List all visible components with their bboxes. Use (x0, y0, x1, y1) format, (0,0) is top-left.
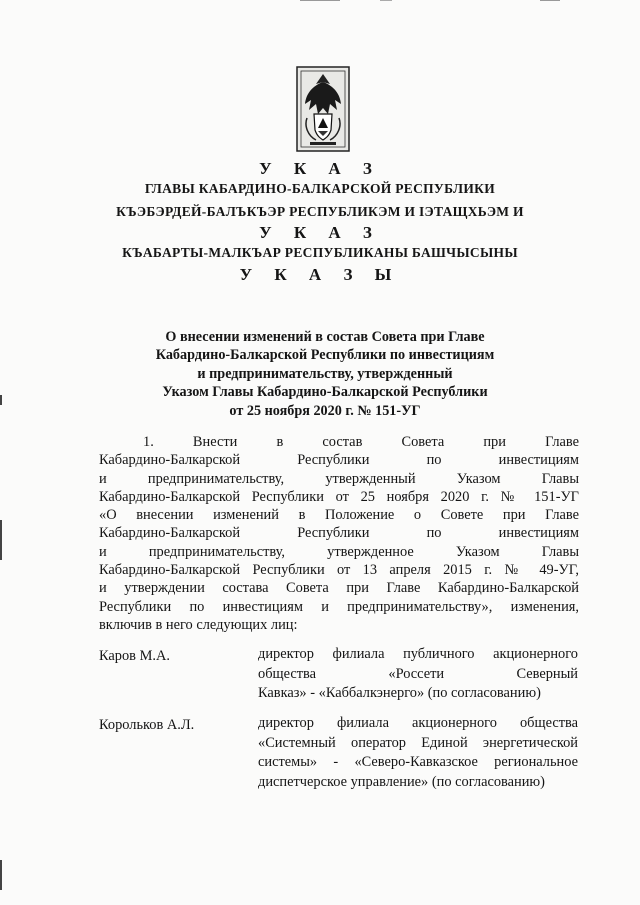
decree-heading-kbd: У К А З (259, 223, 381, 242)
title-line: от 25 ноября 2020 г. № 151-УГ (229, 402, 421, 419)
title-line: и предпринимательству, утвержденный (197, 365, 453, 382)
member-name: Корольков А.Л. (99, 717, 195, 733)
paragraph-line: и предпринимательству, утвержденный Указом Главы (99, 470, 579, 487)
paragraph-line: включив в него следующих лиц: (99, 616, 298, 633)
scan-margin-mark (0, 395, 2, 405)
title-line: Кабардино-Балкарской Республики по инвестициям (155, 347, 495, 364)
paragraph-line: Кабардино-Балкарской Республики по инвестициям (99, 452, 579, 469)
position-line: системы» - «Северо-Кавказское региональное (258, 754, 578, 770)
decree-heading-krc: У К А З Ы (239, 265, 401, 284)
position-line: директор филиала публичного акционерного (258, 646, 578, 662)
coat-of-arms-emblem (296, 66, 350, 152)
document-title (120, 328, 530, 420)
scan-margin-mark (0, 860, 2, 890)
member-position (258, 645, 578, 704)
paragraph-line: Республики по инвестициям и предпринимательству», изменения, (99, 598, 579, 615)
member-position (258, 714, 578, 792)
scan-margin-mark (0, 520, 2, 560)
head-title-ru: ГЛАВЫ КАБАРДИНО-БАЛКАРСКОЙ РЕСПУБЛИКИ (144, 181, 496, 196)
paragraph-line: Кабардино-Балкарской Республики от 25 ноября 2020 г. № 151-УГ (99, 488, 579, 505)
title-line: Указом Главы Кабардино-Балкарской Республики (162, 384, 488, 401)
member-name: Каров М.А. (99, 648, 170, 664)
paragraph-line: 1. Внести в состав Совета при Главе (143, 434, 579, 450)
position-line: общества «Россети Северный (258, 665, 578, 682)
paragraph-line: и предпринимательству, утвержденное Указом Главы (99, 543, 579, 560)
position-line: «Системный оператор Единой энергетической (258, 734, 578, 751)
title-line: О внесении изменений в состав Совета при Главе (165, 329, 485, 345)
paragraph-line: Кабардино-Балкарской Республики по инвестициям (99, 525, 579, 542)
paragraph-line: Кабардино-Балкарской Республики от 13 апреля 2015 г. № 49-УГ, (99, 562, 579, 579)
position-line: директор филиала акционерного общества (258, 715, 578, 731)
decree-heading-ru: У К А З (259, 159, 381, 178)
scan-top-marks (0, 0, 640, 3)
paragraph-line: «О внесении изменений в Положение о Совете при Главе (99, 507, 579, 524)
head-title-kbd: КЪЭБЭРДЕЙ-БАЛЪКЪЭР РЕСПУБЛИКЭМ И ІЭТАЩХЬЭМ И (116, 204, 524, 219)
position-line: Кавказ» - «Каббалкэнерго» (по согласованию) (258, 685, 541, 701)
paragraph-line: и утверждении состава Совета при Главе Кабардино-Балкарской (99, 580, 579, 597)
decree-paragraph-1 (99, 433, 579, 634)
position-line: диспетчерское управление» (по согласованию) (258, 773, 545, 790)
head-title-krc: КЪАБАРТЫ-МАЛКЪАР РЕСПУБЛИКАНЫ БАШЧЫСЫНЫ (122, 245, 518, 260)
